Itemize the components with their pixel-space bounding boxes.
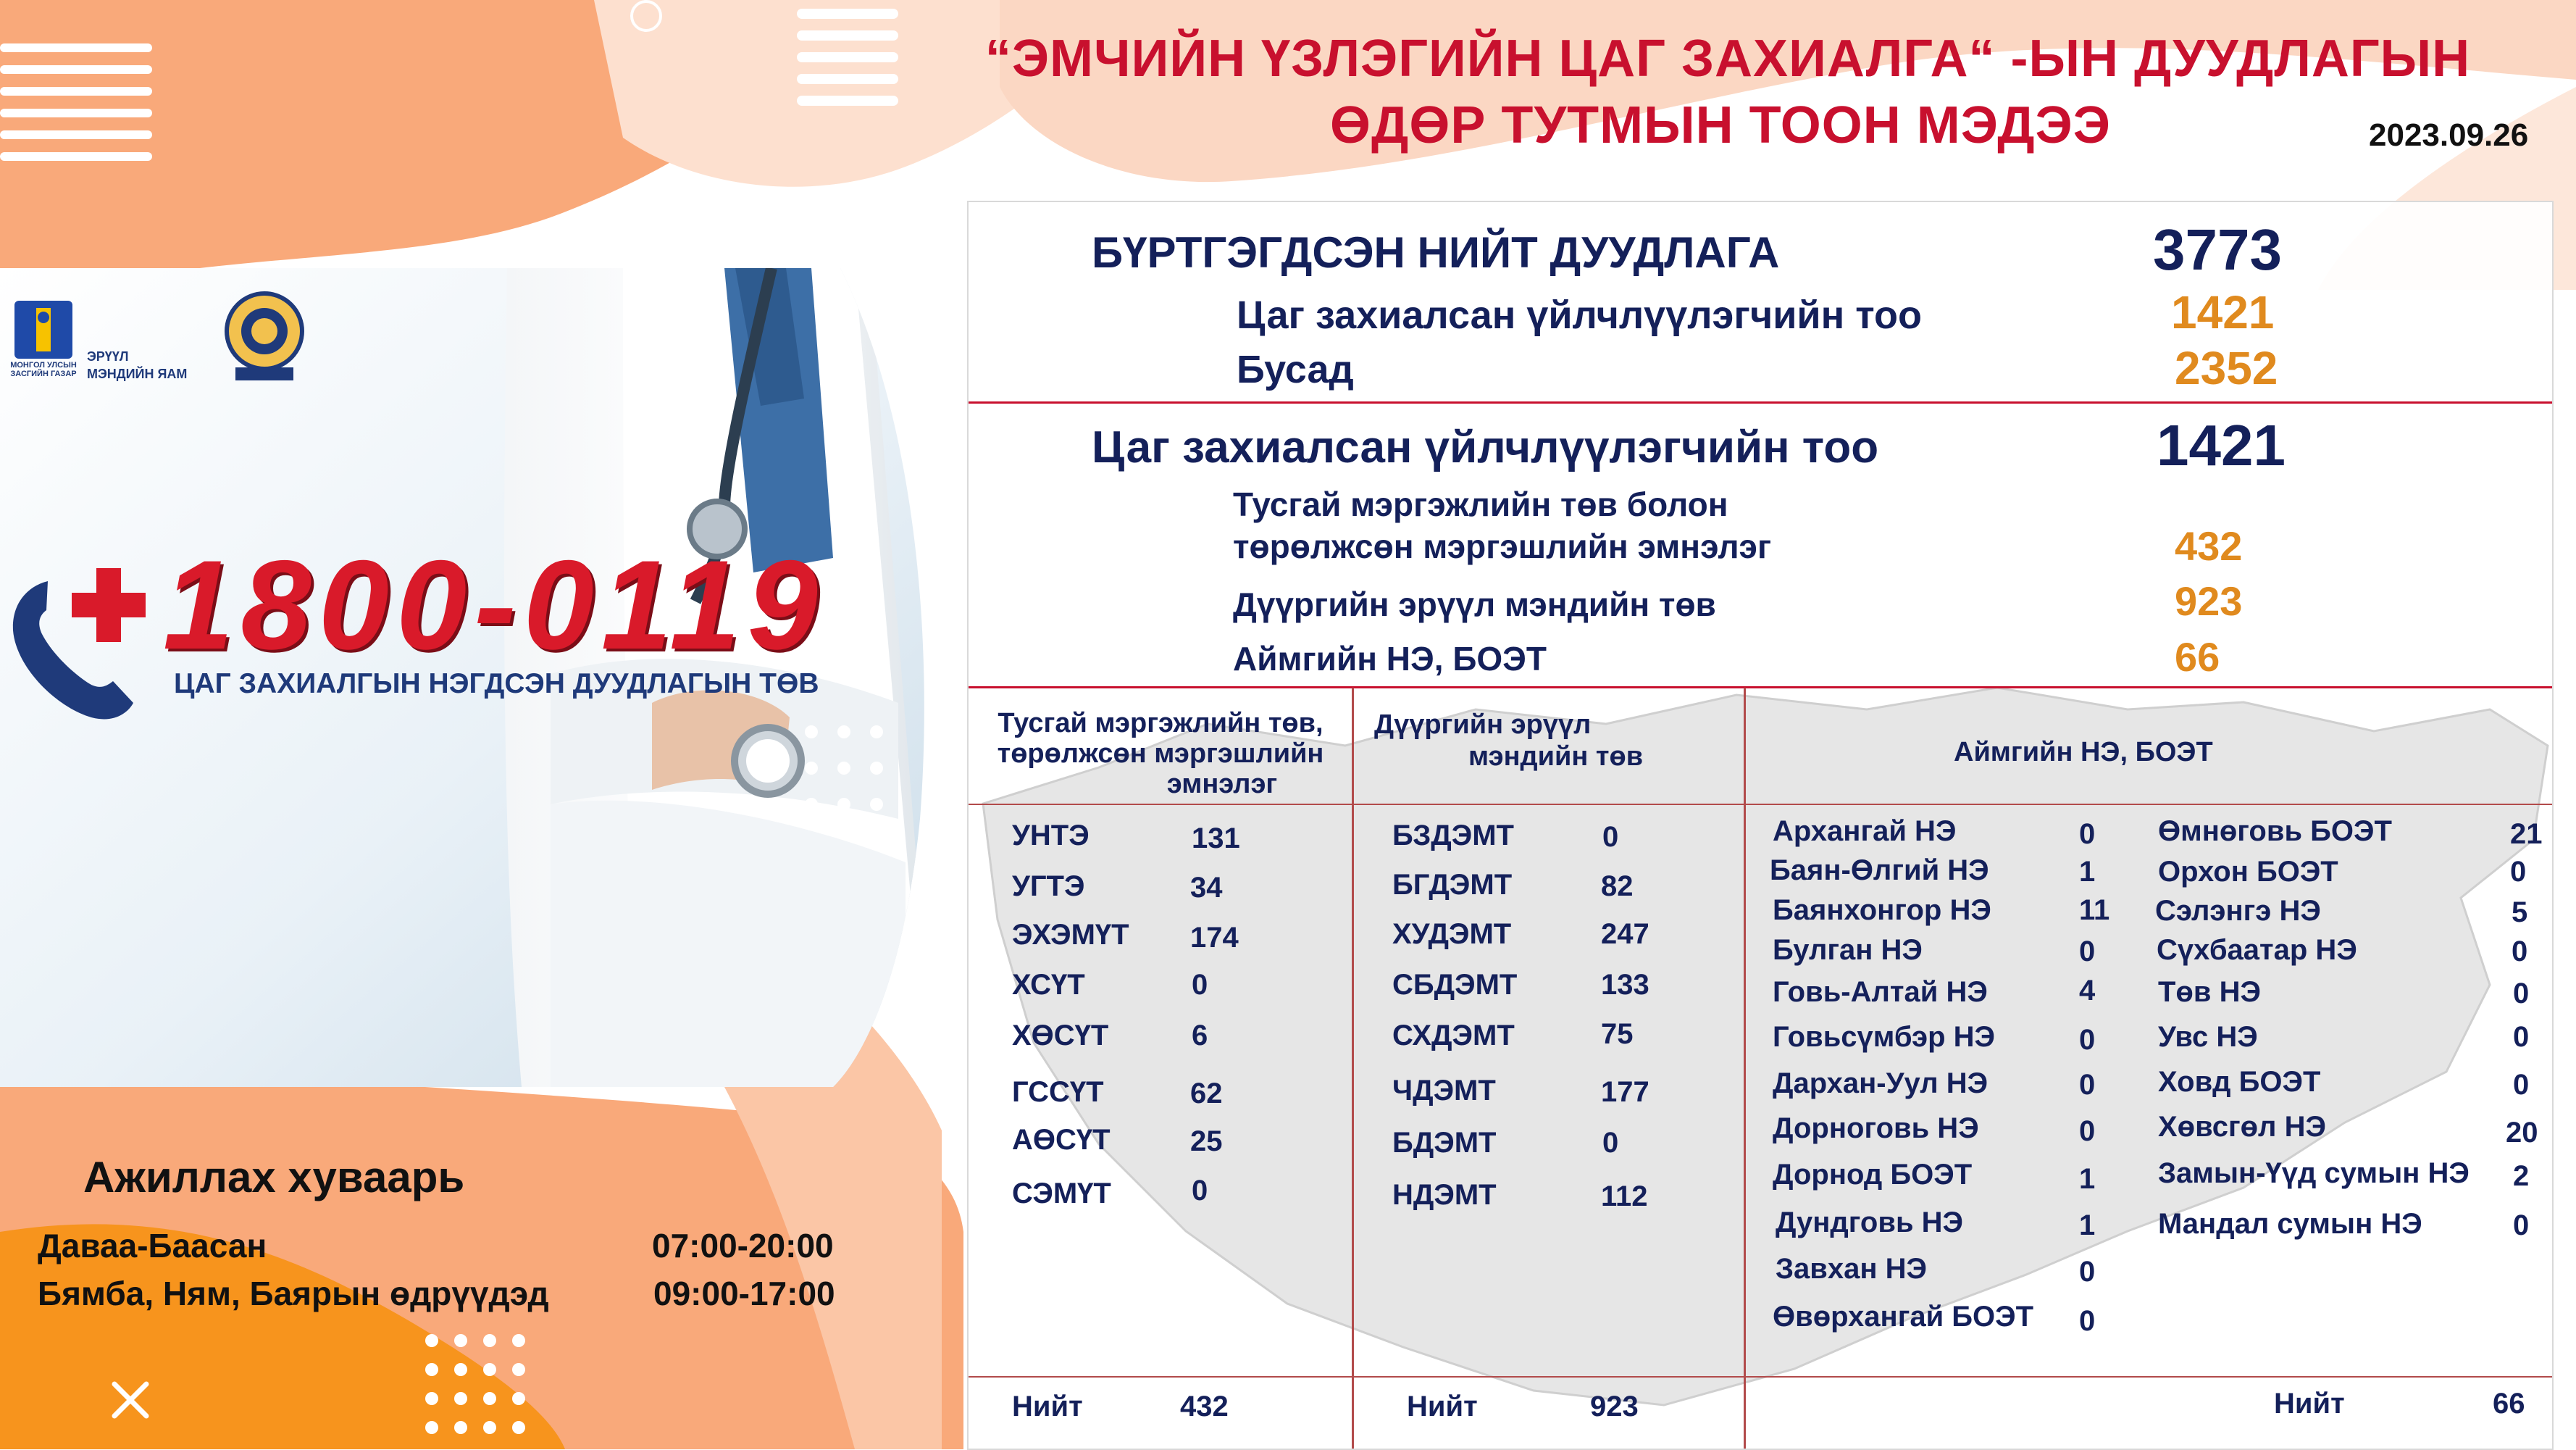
emblem-logo [221, 286, 308, 388]
table-row-value: 0 [2079, 936, 2096, 967]
table-row-name: Дархан-Уул НЭ [1773, 1067, 1989, 1099]
table-row-name: Сэлэнгэ НЭ [2155, 895, 2321, 927]
table-row-name: СБДЭМТ [1392, 969, 1518, 1001]
table-row-name: УНТЭ [1012, 820, 1090, 851]
page-subtitle: ӨДӨР ТУТМЫН ТООН МЭДЭЭ [1330, 96, 2111, 154]
table-row-name: ХУДЭМТ [1392, 918, 1512, 950]
col2-header: Дүүргийн эрүүл [1374, 709, 1592, 740]
ministry-logo-text: ЭРҮҮЛ МЭНДИЙН ЯАМ [87, 349, 188, 381]
booked-label: Цаг захиалсан үйлчлүүлэгчийн тоо [1092, 422, 1879, 472]
table-row-value: 0 [2513, 978, 2530, 1009]
booked-special-label: төрөлжсөн мэргэшлийн эмнэлэг [1233, 528, 1772, 565]
table-row-name: СЭМҮТ [1012, 1178, 1111, 1209]
booked-aimag-value: 66 [2175, 634, 2220, 680]
table-row-name: НДЭМТ [1392, 1179, 1497, 1211]
summary-other-label: Бусад [1237, 348, 1354, 391]
booked-value: 1421 [2157, 413, 2286, 478]
table-row-name: АӨСҮТ [1012, 1124, 1111, 1156]
col1-header: Тусгай мэргэжлийн төв, [998, 708, 1323, 738]
table-row-value: 82 [1601, 870, 1634, 902]
table-row-name: Булган НЭ [1773, 934, 1923, 966]
table-row-name: Баянхонгор НЭ [1773, 894, 1991, 926]
table-row-name: ХӨСҮТ [1012, 1020, 1109, 1051]
table-row-value: 1 [2079, 856, 2096, 888]
table-row-name: Сүхбаатар НЭ [2157, 934, 2357, 966]
col3-header: Аймгийн НЭ, БОЭТ [1954, 737, 2213, 767]
summary-booked-label: Цаг захиалсан үйлчлүүлэгчийн тоо [1237, 293, 1922, 337]
table-row-name: Ховд БОЭТ [2158, 1066, 2321, 1098]
table-row-name: Говь-Алтай НЭ [1773, 976, 1988, 1008]
table-row-name: ГССҮТ [1012, 1076, 1104, 1108]
col2-header: мэндийн төв [1468, 741, 1644, 772]
column-divider [1744, 688, 1746, 1449]
footer-divider [969, 1376, 2552, 1378]
booked-district-value: 923 [2175, 578, 2243, 624]
table-row-name: БЗДЭМТ [1392, 820, 1514, 851]
table-row-value: 62 [1190, 1078, 1223, 1109]
header-divider [1746, 804, 2552, 805]
table-row-value: 112 [1601, 1180, 1648, 1212]
col3-total-value: 66 [2493, 1388, 2525, 1420]
table-row-name: СХДЭМТ [1392, 1020, 1515, 1051]
divider [969, 686, 2552, 688]
table-row-name: Хөвсгөл НЭ [2158, 1111, 2326, 1143]
statistics-panel [967, 201, 2554, 1450]
table-row-value: 6 [1192, 1020, 1208, 1051]
table-row-value: 0 [2079, 1115, 2096, 1147]
table-row-name: Орхон БОЭТ [2158, 856, 2338, 888]
table-row-name: УГТЭ [1012, 870, 1085, 902]
table-row-value: 0 [1192, 1175, 1208, 1207]
booked-special-value: 432 [2175, 523, 2243, 569]
table-row-value: 75 [1601, 1018, 1634, 1050]
summary-booked-value: 1421 [2171, 286, 2275, 338]
header-divider [969, 804, 1352, 805]
table-row-value: 0 [2513, 1069, 2530, 1101]
table-row-name: Дорноговь НЭ [1773, 1112, 1979, 1144]
col1-total-label: Нийт [1012, 1391, 1083, 1422]
government-logo [7, 297, 80, 384]
booked-district-label: Дүүргийн эрүүл мэндийн төв [1233, 586, 1716, 623]
schedule-row-hours: 07:00-20:00 [652, 1227, 834, 1264]
table-row-value: 0 [2079, 1024, 2096, 1056]
col1-total-value: 432 [1180, 1391, 1229, 1422]
hotline-subtitle: ЦАГ ЗАХИАЛГЫН НЭГДСЭН ДУУДЛАГЫН ТӨВ [174, 668, 819, 699]
table-row-value: 21 [2510, 818, 2543, 850]
table-row-name: Замын-Үүд сумын НЭ [2158, 1157, 2470, 1189]
schedule-row-days: Даваа-Баасан [38, 1227, 267, 1264]
table-row-value: 1 [2079, 1209, 2096, 1241]
schedule-row-hours: 09:00-17:00 [653, 1275, 835, 1312]
table-row-value: 34 [1190, 872, 1223, 904]
schedule-row-days: Бямба, Ням, Баярын өдрүүдэд [38, 1275, 549, 1312]
summary-total-value: 3773 [2153, 217, 2282, 282]
table-row-name: Архангай НЭ [1773, 815, 1957, 847]
table-row-value: 11 [2079, 894, 2110, 926]
table-row-value: 1 [2079, 1163, 2096, 1195]
page-title: “ЭМЧИЙН ҮЗЛЭГИЙН ЦАГ ЗАХИАЛГА“ -ЫН ДУУДЛАГЫН [984, 30, 2471, 88]
table-row-name: Өвөрхангай БОЭТ [1773, 1301, 2034, 1333]
booked-aimag-label: Аймгийн НЭ, БОЭТ [1233, 640, 1547, 678]
table-row-value: 0 [2513, 1021, 2530, 1053]
table-row-value: 0 [2079, 1305, 2096, 1337]
booked-special-label: Тусгай мэргэжлийн төв болон [1233, 486, 1728, 523]
table-row-name: Мандал сумын НЭ [2158, 1208, 2422, 1240]
col2-total-label: Нийт [1407, 1391, 1478, 1422]
table-row-value: 0 [1602, 1127, 1619, 1159]
col1-header: төрөлжсөн мэргэшлийн [997, 738, 1324, 769]
table-row-value: 0 [2513, 1209, 2530, 1241]
table-row-value: 0 [2079, 1256, 2096, 1288]
table-row-value: 20 [2506, 1117, 2538, 1149]
divider [969, 401, 2552, 404]
table-row-value: 25 [1190, 1125, 1223, 1157]
column-divider [1352, 688, 1354, 1449]
table-row-name: Төв НЭ [2158, 976, 2261, 1008]
table-row-name: Дундговь НЭ [1776, 1207, 1963, 1238]
medical-cross-icon [69, 565, 149, 645]
table-row-value: 2 [2513, 1160, 2530, 1192]
table-row-name: Өмнөговь БОЭТ [2158, 815, 2392, 847]
table-row-name: Завхан НЭ [1776, 1253, 1928, 1285]
schedule-title: Ажиллах хуваарь [83, 1153, 465, 1201]
table-row-name: Говьсүмбэр НЭ [1773, 1021, 1996, 1053]
summary-other-value: 2352 [2175, 342, 2278, 394]
table-row-name: ЭХЭМҮТ [1012, 919, 1129, 951]
table-row-name: БГДЭМТ [1392, 869, 1513, 901]
header-divider [1354, 804, 1744, 805]
table-row-value: 133 [1601, 969, 1649, 1001]
table-row-value: 0 [2510, 856, 2527, 888]
table-row-value: 0 [1192, 969, 1208, 1001]
table-row-value: 247 [1601, 918, 1649, 950]
table-row-name: Баян-Өлгий НЭ [1770, 854, 1989, 886]
table-row-value: 0 [2079, 1069, 2096, 1101]
government-logo-text: МОНГОЛ УЛСЫН ЗАСГИЙН ГАЗАР [10, 361, 77, 378]
table-row-value: 131 [1192, 822, 1240, 854]
col1-header: эмнэлэг [1166, 769, 1278, 799]
table-row-name: БДЭМТ [1392, 1127, 1497, 1159]
table-row-name: ХСҮТ [1012, 969, 1085, 1001]
table-row-value: 0 [2512, 936, 2528, 967]
table-row-value: 4 [2079, 975, 2096, 1007]
table-row-value: 174 [1190, 922, 1239, 954]
table-row-name: ЧДЭМТ [1392, 1075, 1496, 1107]
report-date: 2023.09.26 [2369, 117, 2529, 153]
col3-total-label: Нийт [2274, 1388, 2345, 1420]
table-row-name: Дорнод БОЭТ [1773, 1159, 1973, 1191]
table-row-value: 0 [1602, 821, 1619, 853]
table-row-value: 0 [2079, 818, 2096, 850]
hotline-number[interactable]: 1800-0119 [163, 535, 825, 676]
col2-total-value: 923 [1590, 1391, 1639, 1422]
table-row-value: 177 [1601, 1076, 1649, 1108]
table-row-name: Увс НЭ [2158, 1021, 2258, 1053]
table-row-value: 5 [2512, 896, 2528, 928]
summary-total-label: БҮРТГЭГДСЭН НИЙТ ДУУДЛАГА [1092, 228, 1780, 277]
